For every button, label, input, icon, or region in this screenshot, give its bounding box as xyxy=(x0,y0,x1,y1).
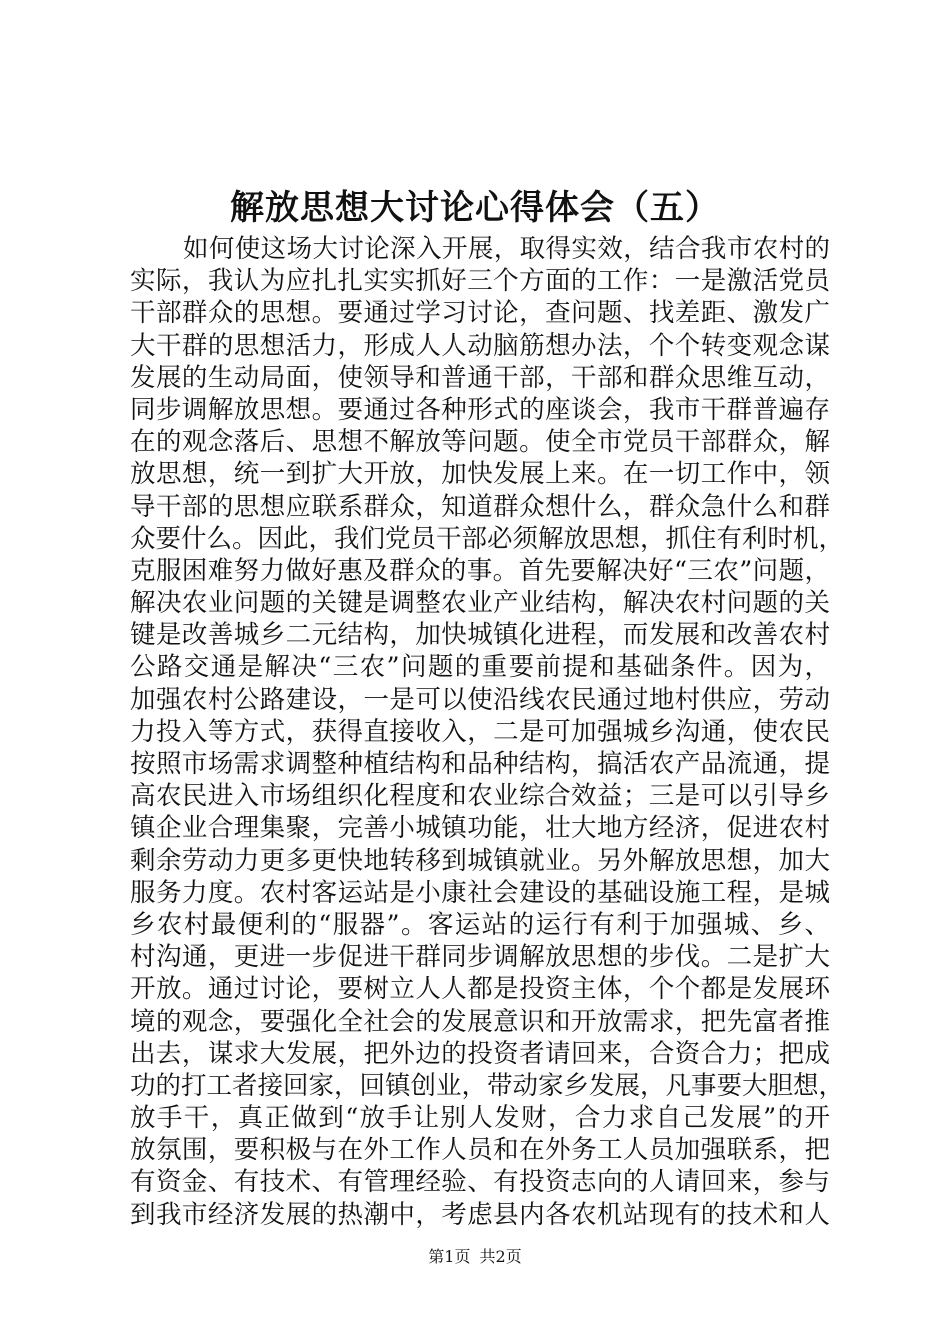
body-line: 服务力度。农村客运站是小康社会建设的基础设施工程，是城 xyxy=(130,877,830,908)
document-body xyxy=(130,233,845,1231)
body-line: 放手干，真正做到“放手让别人发财，合力求自己发展”的开 xyxy=(130,1103,830,1134)
body-line: 乡农村最便利的“服器”。客运站的运行有利于加强城、乡、 xyxy=(130,909,830,940)
body-line: 有资金、有技术、有管理经验、有投资志向的人请回来，参与 xyxy=(130,1167,830,1198)
body-line: 高农民进入市场组织化程度和农业综合效益；三是可以引导乡 xyxy=(130,781,830,812)
body-line: 村沟通，更进一步促进干群同步调解放思想的步伐。二是扩大 xyxy=(130,942,830,973)
body-line: 功的打工者接回家，回镇创业，带动家乡发展，凡事要大胆想， xyxy=(130,1070,845,1101)
body-line: 公路交通是解决“三农”问题的重要前提和基础条件。因为， xyxy=(130,652,830,683)
body-line: 干部群众的思想。要通过学习讨论，查问题、找差距、激发广 xyxy=(130,298,830,329)
page-footer xyxy=(0,1245,950,1269)
body-line: 镇企业合理集聚，完善小城镇功能，壮大地方经济，促进农村 xyxy=(130,813,830,844)
body-line: 发展的生动局面，使领导和普通干部，干部和群众思维互动， xyxy=(130,362,830,393)
body-line: 开放。通过讨论，要树立人人都是投资主体，个个都是发展环 xyxy=(130,974,830,1005)
page-total: 共2页 xyxy=(479,1247,522,1266)
body-line: 放氛围，要积极与在外工作人员和在外务工人员加强联系，把 xyxy=(130,1135,830,1166)
body-line: 出去，谋求大发展，把外边的投资者请回来，合资合力；把成 xyxy=(130,1038,830,1069)
body-line: 剩余劳动力更多更快地转移到城镇就业。另外解放思想，加大 xyxy=(130,845,830,876)
body-line: 到我市经济发展的热潮中，考虑县内各农机站现有的技术和人 xyxy=(130,1199,830,1230)
body-line: 解决农业问题的关键是调整农业产业结构，解决农村问题的关 xyxy=(130,588,830,619)
body-line: 放思想，统一到扩大开放，加快发展上来。在一切工作中，领 xyxy=(130,459,830,490)
body-line: 在的观念落后、思想不解放等问题。使全市党员干部群众，解 xyxy=(130,427,830,458)
page-number: 第1页 xyxy=(428,1247,471,1266)
body-line: 同步调解放思想。要通过各种形式的座谈会，我市干群普遍存 xyxy=(130,394,830,425)
document-title: 解放思想大讨论心得体会（五） xyxy=(230,188,720,228)
body-line: 键是改善城乡二元结构，加快城镇化进程，而发展和改善农村 xyxy=(130,620,830,651)
body-line: 大干群的思想活力，形成人人动脑筋想办法，个个转变观念谋 xyxy=(130,330,830,361)
body-line: 力投入等方式，获得直接收入，二是可加强城乡沟通，使农民 xyxy=(130,716,830,747)
body-line: 导干部的思想应联系群众，知道群众想什么，群众急什么和群 xyxy=(130,491,830,522)
body-line: 实际，我认为应扎扎实实抓好三个方面的工作：一是激活党员 xyxy=(130,266,830,297)
body-line: 按照市场需求调整种植结构和品种结构，搞活农产品流通，提 xyxy=(130,749,830,779)
body-line: 克服困难努力做好惠及群众的事。首先要解决好“三农”问题， xyxy=(130,555,830,586)
body-line: 众要什么。因此，我们党员干部必须解放思想，抓住有利时机， xyxy=(130,523,845,554)
body-line: 加强农村公路建设，一是可以使沿线农民通过地村供应，劳动 xyxy=(130,684,830,715)
body-line: 如何使这场大讨论深入开展，取得实效，结合我市农村的 xyxy=(183,234,830,264)
body-line: 境的观念，要强化全社会的发展意识和开放需求，把先富者推 xyxy=(130,1006,830,1037)
